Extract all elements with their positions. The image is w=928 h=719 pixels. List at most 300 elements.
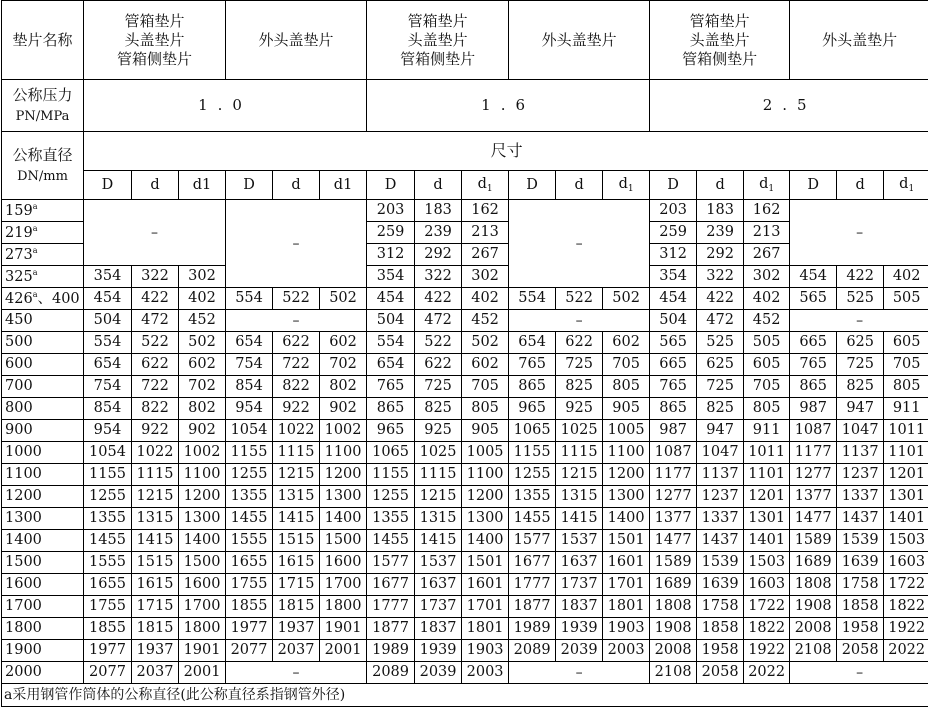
table-cell: 922 — [273, 398, 320, 420]
table-cell: 1022 — [273, 420, 320, 442]
table-cell: 905 — [603, 398, 650, 420]
table-cell: 505 — [884, 288, 928, 310]
table-cell: 1237 — [837, 464, 884, 486]
table-cell: 565 — [790, 288, 837, 310]
table-cell: 1539 — [837, 530, 884, 552]
table-row — [2, 376, 928, 398]
empty-dash-cell: – — [790, 662, 928, 684]
table-cell: 722 — [273, 354, 320, 376]
table-cell: 911 — [744, 420, 790, 442]
table-cell: 1315 — [132, 508, 179, 530]
table-cell: 502 — [179, 332, 226, 354]
table-cell: 1401 — [884, 508, 928, 530]
table-cell: 1701 — [603, 574, 650, 596]
table-row — [2, 420, 928, 442]
table-cell: 1689 — [790, 552, 837, 574]
table-cell: 922 — [132, 420, 179, 442]
table-cell: 1155 — [367, 464, 415, 486]
table-cell: 725 — [837, 354, 884, 376]
table-cell: 1115 — [556, 442, 603, 464]
table-cell: 1901 — [320, 618, 367, 640]
table-cell: 1577 — [367, 552, 415, 574]
table-cell: 1500 — [179, 552, 226, 574]
table-cell: 1300 — [320, 486, 367, 508]
table-cell: 1400 — [462, 530, 509, 552]
table-cell: 292 — [415, 244, 462, 266]
table-cell: 987 — [790, 398, 837, 420]
table-cell: 1989 — [367, 640, 415, 662]
table-cell: 502 — [603, 288, 650, 310]
table-cell: 1722 — [744, 596, 790, 618]
table-cell: 1115 — [415, 464, 462, 486]
table-cell: 1722 — [884, 574, 928, 596]
table-cell: 1100 — [179, 464, 226, 486]
table-cell: 354 — [367, 266, 415, 288]
table-cell: 1011 — [884, 420, 928, 442]
table-cell: 302 — [744, 266, 790, 288]
table-cell: 1939 — [415, 640, 462, 662]
empty-dash-cell: – — [509, 662, 650, 684]
table-cell: 565 — [650, 332, 697, 354]
table-row — [2, 200, 928, 222]
header-row-columns — [2, 171, 928, 200]
diameter-label: 公称直径 DN/mm — [2, 132, 84, 200]
col-header-d1: d1 — [179, 171, 226, 200]
table-cell: 2039 — [415, 662, 462, 684]
table-cell: 504 — [84, 310, 132, 332]
table-row — [2, 354, 928, 376]
table-cell: 1501 — [462, 552, 509, 574]
dn-cell: 900 — [2, 420, 84, 442]
table-cell: 2008 — [650, 640, 697, 662]
table-cell: 522 — [132, 332, 179, 354]
table-cell: 654 — [84, 354, 132, 376]
table-cell: 1801 — [603, 596, 650, 618]
table-row — [2, 640, 928, 662]
table-cell: 2037 — [273, 640, 320, 662]
table-cell: 705 — [603, 354, 650, 376]
table-cell: 1758 — [837, 574, 884, 596]
gasket-dimension-table — [1, 0, 928, 707]
table-cell: 622 — [273, 332, 320, 354]
col-header-D: D — [790, 171, 837, 200]
table-cell: 1758 — [697, 596, 744, 618]
table-cell: 725 — [697, 376, 744, 398]
table-cell: 1400 — [603, 508, 650, 530]
table-cell: 1255 — [84, 486, 132, 508]
table-cell: 702 — [320, 354, 367, 376]
table-cell: 1100 — [320, 442, 367, 464]
table-cell: 322 — [697, 266, 744, 288]
table-cell: 705 — [744, 376, 790, 398]
table-cell: 1939 — [556, 618, 603, 640]
table-cell: 1300 — [462, 508, 509, 530]
table-cell: 267 — [744, 244, 790, 266]
dn-cell: 1400 — [2, 530, 84, 552]
table-cell: 1355 — [509, 486, 556, 508]
table-cell: 1355 — [84, 508, 132, 530]
table-cell: 1155 — [84, 464, 132, 486]
table-cell: 402 — [744, 288, 790, 310]
table-cell: 422 — [415, 288, 462, 310]
empty-dash-cell: – — [790, 310, 928, 332]
table-cell: 725 — [556, 354, 603, 376]
table-cell: 2022 — [884, 640, 928, 662]
table-cell: 725 — [415, 376, 462, 398]
col-header-D: D — [226, 171, 273, 200]
table-cell: 1755 — [226, 574, 273, 596]
table-cell: 452 — [179, 310, 226, 332]
col-header-d1: $d_1$ — [462, 171, 509, 200]
table-cell: 822 — [273, 376, 320, 398]
table-cell: 602 — [462, 354, 509, 376]
table-cell: 1808 — [650, 596, 697, 618]
table-cell: 183 — [415, 200, 462, 222]
table-cell: 1700 — [320, 574, 367, 596]
table-cell: 954 — [226, 398, 273, 420]
table-cell: 1903 — [603, 618, 650, 640]
table-cell: 2089 — [367, 662, 415, 684]
table-cell: 1615 — [273, 552, 320, 574]
table-cell: 805 — [744, 398, 790, 420]
table-cell: 954 — [84, 420, 132, 442]
table-cell: 1503 — [744, 552, 790, 574]
dn-cell: 500 — [2, 332, 84, 354]
table-cell: 1815 — [132, 618, 179, 640]
table-cell: 602 — [179, 354, 226, 376]
table-cell: 825 — [697, 398, 744, 420]
table-cell: 1922 — [884, 618, 928, 640]
table-cell: 925 — [556, 398, 603, 420]
col-header-d: d — [415, 171, 462, 200]
table-cell: 1315 — [415, 508, 462, 530]
table-cell: 654 — [367, 354, 415, 376]
table-cell: 312 — [650, 244, 697, 266]
empty-dash-cell: – — [226, 200, 367, 288]
table-cell: 1737 — [415, 596, 462, 618]
table-cell: 1437 — [697, 530, 744, 552]
table-cell: 1822 — [884, 596, 928, 618]
table-cell: 705 — [884, 354, 928, 376]
table-cell: 1054 — [226, 420, 273, 442]
empty-dash-cell: – — [509, 200, 650, 288]
table-cell: 1065 — [509, 420, 556, 442]
table-cell: 2039 — [556, 640, 603, 662]
table-cell: 1377 — [790, 486, 837, 508]
table-cell: 1455 — [226, 508, 273, 530]
table-cell: 1808 — [790, 574, 837, 596]
table-row — [2, 266, 928, 288]
dn-cell: 1900 — [2, 640, 84, 662]
table-cell: 213 — [462, 222, 509, 244]
table-cell: 302 — [179, 266, 226, 288]
table-cell: 905 — [462, 420, 509, 442]
table-cell: 1977 — [226, 618, 273, 640]
table-cell: 259 — [367, 222, 415, 244]
table-row — [2, 288, 928, 310]
table-cell: 1715 — [273, 574, 320, 596]
table-cell: 1989 — [509, 618, 556, 640]
dn-cell: 159$^a$ — [2, 200, 84, 222]
table-cell: 822 — [132, 398, 179, 420]
gasket-name-label: 垫片名称 — [2, 1, 84, 80]
table-cell: 2001 — [179, 662, 226, 684]
table-cell: 1755 — [84, 596, 132, 618]
table-cell: 1100 — [603, 442, 650, 464]
table-cell: 1455 — [84, 530, 132, 552]
table-cell: 605 — [884, 332, 928, 354]
table-cell: 422 — [132, 288, 179, 310]
table-cell: 1603 — [744, 574, 790, 596]
table-cell: 622 — [132, 354, 179, 376]
table-cell: 825 — [556, 376, 603, 398]
table-cell: 1922 — [744, 640, 790, 662]
table-cell: 267 — [462, 244, 509, 266]
table-cell: 162 — [744, 200, 790, 222]
table-cell: 2058 — [697, 662, 744, 684]
table-cell: 422 — [837, 266, 884, 288]
dn-cell: 800 — [2, 398, 84, 420]
table-cell: 1858 — [697, 618, 744, 640]
table-cell: 654 — [509, 332, 556, 354]
table-cell: 292 — [697, 244, 744, 266]
table-cell: 947 — [837, 398, 884, 420]
table-cell: 1701 — [462, 596, 509, 618]
table-cell: 1977 — [84, 640, 132, 662]
table-cell: 1600 — [320, 552, 367, 574]
table-cell: 1115 — [273, 442, 320, 464]
table-cell: 1715 — [132, 596, 179, 618]
table-cell: 1137 — [697, 464, 744, 486]
table-cell: 1400 — [320, 508, 367, 530]
table-cell: 525 — [837, 288, 884, 310]
table-cell: 1415 — [132, 530, 179, 552]
table-cell: 1200 — [320, 464, 367, 486]
table-cell: 1603 — [884, 552, 928, 574]
table-row — [2, 552, 928, 574]
table-cell: 1855 — [84, 618, 132, 640]
table-cell: 1455 — [509, 508, 556, 530]
table-cell: 1877 — [509, 596, 556, 618]
table-cell: 1155 — [226, 442, 273, 464]
pressure-label: 公称压力 PN/MPa — [2, 80, 84, 132]
table-cell: 1600 — [179, 574, 226, 596]
table-cell: 1200 — [179, 486, 226, 508]
col-header-D: D — [509, 171, 556, 200]
table-cell: 1377 — [650, 508, 697, 530]
table-cell: 1537 — [415, 552, 462, 574]
table-cell: 2037 — [132, 662, 179, 684]
footnote: a采用钢管作筒体的公称直径(此公称直径系指钢管外径) — [2, 684, 928, 707]
table-cell: 702 — [179, 376, 226, 398]
table-cell: 554 — [509, 288, 556, 310]
table-cell: 1589 — [650, 552, 697, 574]
table-cell: 1903 — [462, 640, 509, 662]
table-cell: 1005 — [603, 420, 650, 442]
dn-cell: 1600 — [2, 574, 84, 596]
table-cell: 472 — [415, 310, 462, 332]
col-header-D: D — [650, 171, 697, 200]
pressure-value: 1.6 — [367, 80, 650, 132]
header-row-gasket-name — [2, 1, 928, 80]
table-cell: 1200 — [603, 464, 650, 486]
table-cell: 622 — [415, 354, 462, 376]
table-cell: 705 — [462, 376, 509, 398]
table-cell: 2008 — [790, 618, 837, 640]
table-cell: 1515 — [132, 552, 179, 574]
dn-cell: 1100 — [2, 464, 84, 486]
table-cell: 987 — [650, 420, 697, 442]
table-cell: 1315 — [556, 486, 603, 508]
dn-cell: 1200 — [2, 486, 84, 508]
table-cell: 522 — [556, 288, 603, 310]
table-cell: 1639 — [697, 574, 744, 596]
dn-cell: 600 — [2, 354, 84, 376]
group-b-header: 外头盖垫片 — [509, 1, 650, 80]
table-cell: 1815 — [273, 596, 320, 618]
table-cell: 1837 — [415, 618, 462, 640]
empty-dash-cell: – — [84, 200, 226, 266]
table-cell: 454 — [84, 288, 132, 310]
table-cell: 1115 — [132, 464, 179, 486]
table-cell: 1555 — [226, 530, 273, 552]
table-cell: 1002 — [320, 420, 367, 442]
col-header-d: d — [837, 171, 884, 200]
table-cell: 1415 — [415, 530, 462, 552]
group-a-header: 管箱垫片 头盖垫片 管箱侧垫片 — [367, 1, 509, 80]
table-cell: 1277 — [790, 464, 837, 486]
table-cell: 402 — [884, 266, 928, 288]
table-cell: 625 — [697, 354, 744, 376]
table-cell: 1300 — [179, 508, 226, 530]
table-cell: 312 — [367, 244, 415, 266]
table-cell: 1908 — [650, 618, 697, 640]
table-cell: 1437 — [837, 508, 884, 530]
table-cell: 183 — [697, 200, 744, 222]
table-cell: 1615 — [132, 574, 179, 596]
table-cell: 505 — [744, 332, 790, 354]
table-cell: 1087 — [650, 442, 697, 464]
dn-cell: 2000 — [2, 662, 84, 684]
table-cell: 1555 — [84, 552, 132, 574]
table-cell: 2001 — [320, 640, 367, 662]
table-cell: 1901 — [179, 640, 226, 662]
table-cell: 765 — [367, 376, 415, 398]
table-cell: 504 — [367, 310, 415, 332]
table-cell: 402 — [462, 288, 509, 310]
col-header-d: d — [273, 171, 320, 200]
table-cell: 1201 — [744, 486, 790, 508]
dn-cell: 273$^a$ — [2, 244, 84, 266]
empty-dash-cell: – — [509, 310, 650, 332]
dn-cell: 700 — [2, 376, 84, 398]
table-cell: 2089 — [509, 640, 556, 662]
table-cell: 354 — [650, 266, 697, 288]
table-cell: 1415 — [273, 508, 320, 530]
dn-cell: 1300 — [2, 508, 84, 530]
table-cell: 1689 — [650, 574, 697, 596]
table-cell: 1215 — [556, 464, 603, 486]
table-cell: 1800 — [179, 618, 226, 640]
table-cell: 1937 — [132, 640, 179, 662]
table-cell: 502 — [462, 332, 509, 354]
table-row — [2, 310, 928, 332]
table-cell: 1177 — [790, 442, 837, 464]
table-cell: 1237 — [697, 486, 744, 508]
table-cell: 2108 — [790, 640, 837, 662]
empty-dash-cell: – — [226, 310, 367, 332]
table-cell: 1601 — [462, 574, 509, 596]
table-cell: 203 — [367, 200, 415, 222]
table-cell: 1539 — [697, 552, 744, 574]
table-cell: 1255 — [226, 464, 273, 486]
table-cell: 1515 — [273, 530, 320, 552]
table-cell: 1877 — [367, 618, 415, 640]
table-cell: 1415 — [556, 508, 603, 530]
table-cell: 1858 — [837, 596, 884, 618]
table-cell: 522 — [415, 332, 462, 354]
table-cell: 865 — [509, 376, 556, 398]
table-cell: 1087 — [790, 420, 837, 442]
table-row — [2, 618, 928, 640]
group-b-header: 外头盖垫片 — [790, 1, 928, 80]
table-cell: 452 — [744, 310, 790, 332]
table-cell: 1500 — [320, 530, 367, 552]
table-cell: 765 — [650, 376, 697, 398]
table-cell: 1100 — [462, 464, 509, 486]
table-cell: 454 — [367, 288, 415, 310]
table-cell: 1047 — [837, 420, 884, 442]
table-cell: 854 — [84, 398, 132, 420]
table-cell: 1337 — [697, 508, 744, 530]
table-row — [2, 530, 928, 552]
table-cell: 1215 — [132, 486, 179, 508]
table-cell: 665 — [790, 332, 837, 354]
table-cell: 2108 — [650, 662, 697, 684]
table-cell: 865 — [367, 398, 415, 420]
table-cell: 162 — [462, 200, 509, 222]
table-cell: 1577 — [509, 530, 556, 552]
table-cell: 865 — [790, 376, 837, 398]
table-cell: 947 — [697, 420, 744, 442]
group-a-header: 管箱垫片 头盖垫片 管箱侧垫片 — [650, 1, 790, 80]
table-row — [2, 508, 928, 530]
table-cell: 1301 — [744, 508, 790, 530]
table-cell: 554 — [367, 332, 415, 354]
table-cell: 1177 — [650, 464, 697, 486]
pressure-value: 1.0 — [84, 80, 367, 132]
table-cell: 825 — [415, 398, 462, 420]
empty-dash-cell: – — [790, 200, 928, 266]
table-cell: 1200 — [462, 486, 509, 508]
table-cell: 504 — [650, 310, 697, 332]
table-cell: 239 — [415, 222, 462, 244]
table-cell: 854 — [226, 376, 273, 398]
table-cell: 1400 — [179, 530, 226, 552]
table-cell: 1589 — [790, 530, 837, 552]
table-cell: 554 — [84, 332, 132, 354]
table-cell: 802 — [179, 398, 226, 420]
col-header-D: D — [84, 171, 132, 200]
table-row — [2, 596, 928, 618]
table-cell: 1639 — [837, 552, 884, 574]
header-row-pressure — [2, 80, 928, 132]
group-b-header: 外头盖垫片 — [226, 1, 367, 80]
dn-cell: 1700 — [2, 596, 84, 618]
table-cell: 354 — [84, 266, 132, 288]
table-cell: 865 — [650, 398, 697, 420]
table-cell: 1315 — [273, 486, 320, 508]
